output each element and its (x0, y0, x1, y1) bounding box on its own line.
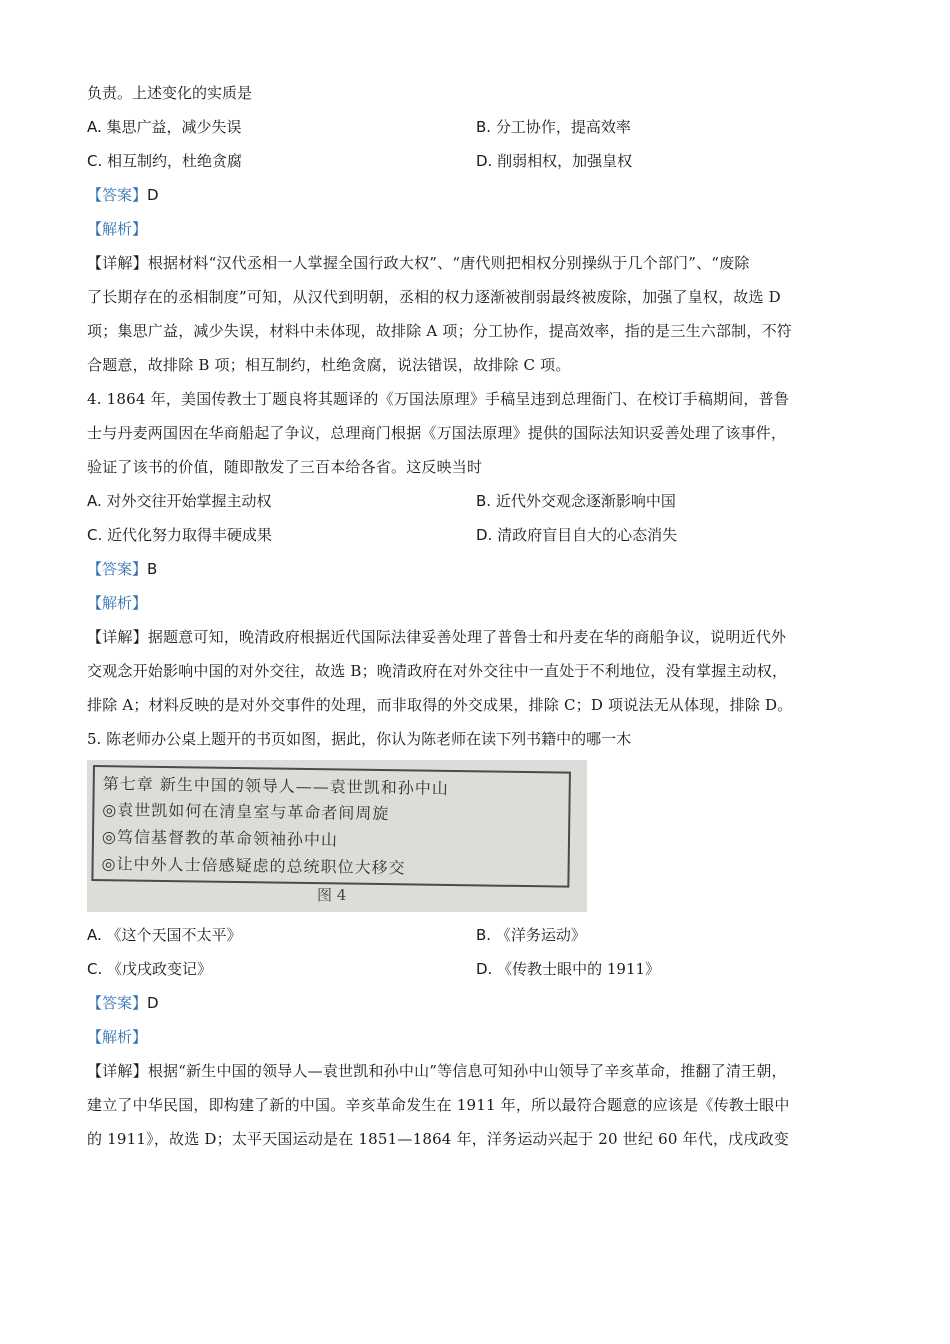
q3-analysis-label: 【解析】 (87, 220, 148, 238)
q4-option-c: C. 近代化努力取得丰硬成果 (87, 526, 273, 544)
q5-option-b: B. 《洋务运动》 (476, 926, 586, 944)
answer-label: 【答案】 (87, 560, 148, 578)
figure-caption: 图 4 (317, 886, 347, 904)
q5-answer (87, 986, 867, 1020)
figure-line-1: 第七章 新生中国的领导人——袁世凯和孙中山 (102, 774, 449, 798)
q5-option-d: D. 《传教士眼中的 1911》 (476, 960, 661, 978)
q4-options-row-1 (87, 484, 867, 518)
q5-options-row-1 (87, 918, 867, 952)
q5-option-a: A. 《这个天国不太平》 (87, 926, 242, 944)
answer-value: D (147, 994, 159, 1012)
figure-frame (91, 765, 571, 888)
q5-options-row-2 (87, 952, 867, 986)
q4-options-row-2 (87, 518, 867, 552)
q4-option-b: B. 近代外交观念逐渐影响中国 (476, 492, 676, 510)
figure-line-3: ◎笃信基督教的革命领袖孙中山 (101, 827, 339, 850)
q3-detail: 【详解】根据材料“汉代丞相一人掌握全国行政大权”、“唐代则把相权分别操纵于几个部门”、“废除 了长期存在的丞相制度”可知，从汉代到明朝，丞相的权力逐渐被削弱最终被废除，加强了皇权，故选 D 项；集思广益，减少失误，材料中未体现，故排除 A 项；分工协作，提高效率，指的是三生六部制，不符 合题意，故排除 B 项；相互制约，杜绝贪腐，说法错误，故排除 C 项。 (87, 254, 792, 374)
q4-option-a: A. 对外交往开始掌握主动权 (87, 492, 272, 510)
q3-option-a: A. 集思广益，减少失误 (87, 118, 242, 136)
q4-stem: 4. 1864 年，美国传教士丁题良将其题译的《万国法原理》手稿呈违到总理衙门、在校订手稿期间，普鲁 士与丹麦两国因在华商船起了争议，总理商门根据《万国法原理》提供的国际法知识妥善处理了该事件， 验证了该书的价值，随即散发了三百本给各省。这反映当时 (87, 390, 790, 476)
figure-line-2: ◎袁世凯如何在清皇室与革命者间周旋 (102, 800, 390, 824)
detail-label: 【详解】 (87, 628, 148, 646)
q5-option-c: C. 《戊戌政变记》 (87, 960, 213, 978)
answer-label: 【答案】 (87, 186, 148, 204)
document-page (87, 76, 867, 1156)
q4-option-d: D. 清政府盲目自大的心态消失 (476, 526, 678, 544)
q3-option-b: B. 分工协作，提高效率 (476, 118, 631, 136)
q5-stem: 5. 陈老师办公桌上题开的书页如图，据此，你认为陈老师在读下列书籍中的哪一木 (87, 730, 632, 748)
detail-label: 【详解】 (87, 1062, 148, 1080)
q4-detail: 【详解】据题意可知，晚清政府根据近代国际法律妥善处理了普鲁士和丹麦在华的商船争议，说明近代外 交观念开始影响中国的对外交往，故选 B；晚清政府在对外交往中一直处于不利地位，没有掌握主动权， 排除 A；材料反映的是对外交事件的处理，而非取得的外交成果，排除 C；D 项说法无从体现，排除 D。 (87, 628, 793, 714)
q4-answer (87, 552, 867, 586)
q3-options-row-1 (87, 110, 867, 144)
q3-option-d: D. 削弱相权，加强皇权 (476, 152, 633, 170)
answer-label: 【答案】 (87, 994, 148, 1012)
q4-analysis-label: 【解析】 (87, 594, 148, 612)
answer-value: D (147, 186, 159, 204)
book-page-figure (87, 760, 587, 912)
q3-answer (87, 178, 867, 212)
q5-analysis-label: 【解析】 (87, 1028, 148, 1046)
answer-value: B (147, 560, 158, 578)
q3-options-row-2 (87, 144, 867, 178)
figure-line-4: ◎让中外人士倍感疑虑的总统职位大移交 (101, 854, 406, 878)
q3-stem-tail: 负责。上述变化的实质是 (87, 84, 253, 102)
q5-detail: 【详解】根据“新生中国的领导人—袁世凯和孙中山”等信息可知孙中山领导了辛亥革命，推翻了清王朝， 建立了中华民国，即构建了新的中国。辛亥革命发生在 1911 年，所以最符合题意的应该是《传教士眼中 的 1911》，故选 D；太平天国运动是在 1851—1864 年，洋务运动兴起于 20 世纪 60 年代，戊戌政变 (87, 1062, 790, 1148)
detail-label: 【详解】 (87, 254, 148, 272)
q3-option-c: C. 相互制约，杜绝贪腐 (87, 152, 243, 170)
